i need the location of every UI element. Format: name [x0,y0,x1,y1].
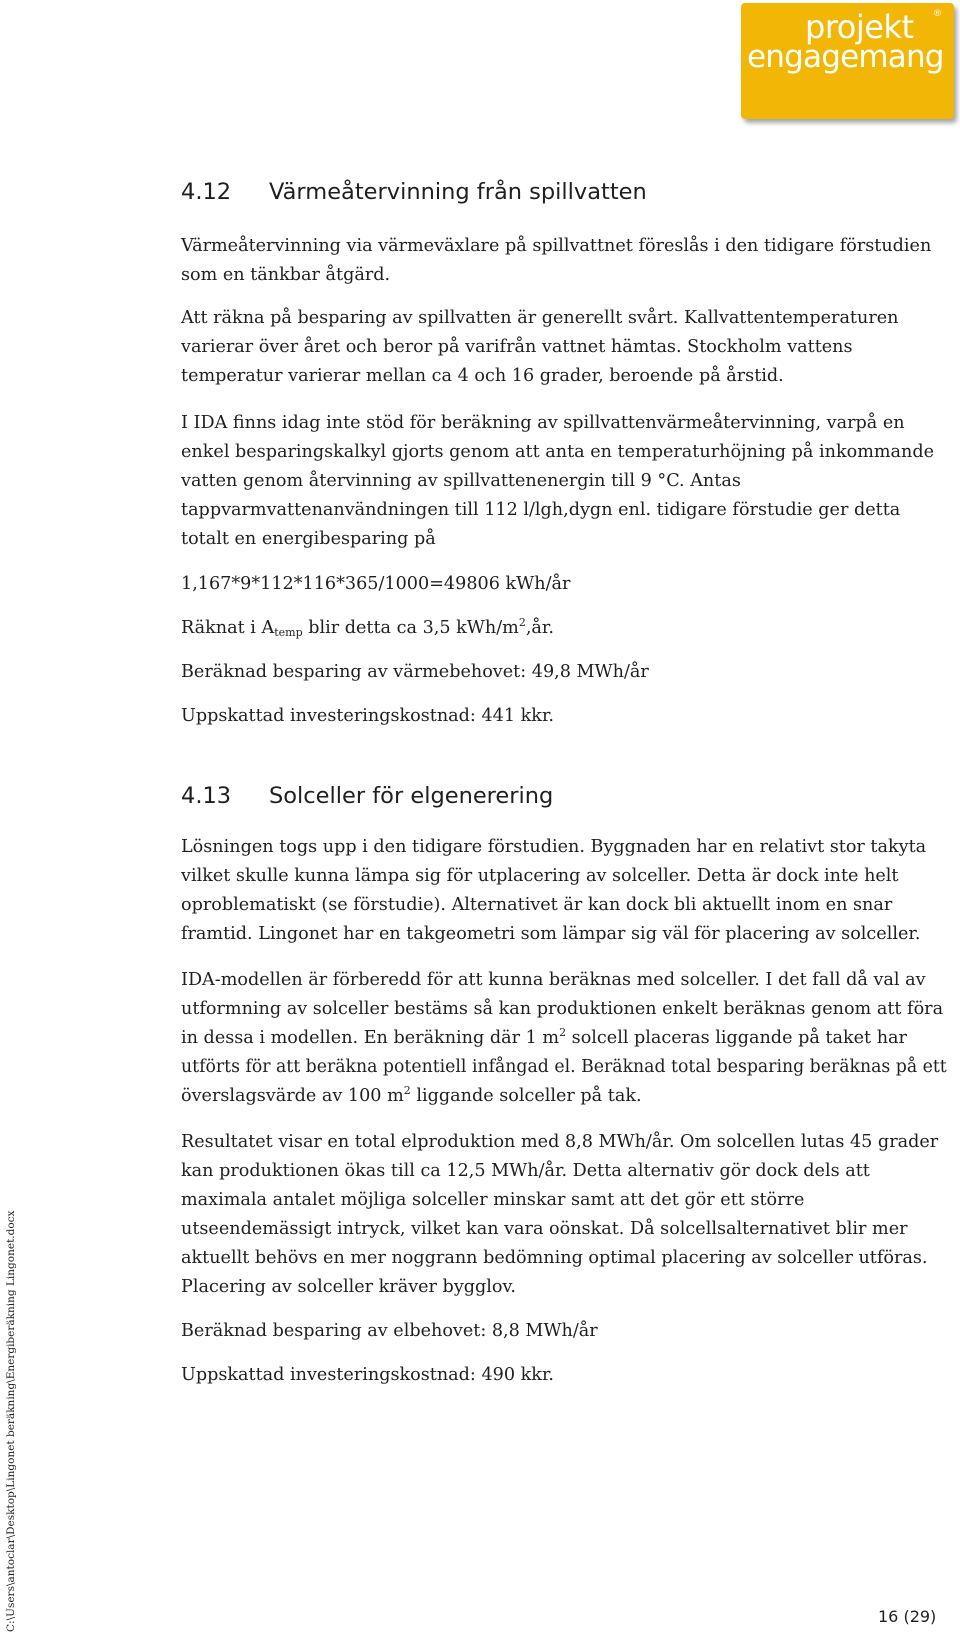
paragraph-line: aktuellt behövs en mer noggrann bedömning optimal placering av solceller utföras. [181,1248,928,1268]
paragraph-line: framtid. Lingonet har en takgeometri som lämpar sig väl för placering av solceller. [181,924,921,944]
logo-line-1: projekt [805,8,914,46]
paragraph-line: som en tänkbar åtgärd. [181,265,391,285]
paragraph-line: oproblematiskt (se förstudie). Alternativet är kan dock bli aktuellt inom en snar [181,895,893,915]
saving-line: Beräknad besparing av elbehovet: 8,8 MWh/år [181,1321,598,1341]
cost-line: Uppskattad investeringskostnad: 490 kkr. [181,1365,555,1385]
paragraph-line: Att räkna på besparing av spillvatten är generellt svårt. Kallvattentemperaturen [181,308,899,328]
section-title: Värmeåtervinning från spillvatten [269,179,647,205]
text-run: överslagsvärde av 100 m [181,1086,404,1106]
superscript: 2 [518,616,526,629]
text-run: blir detta ca 3,5 kWh/m [302,618,519,638]
atemp-line [181,614,554,647]
paragraph-line: tappvarmvattenanvändningen till 112 l/lgh,dygn enl. tidigare förstudie ger detta [181,500,901,520]
paragraph-line: utformning av solceller bestäms så kan produktionen enkelt beräknas genom att föra [181,999,944,1019]
text-run: in dessa i modellen. En beräkning där 1 m [181,1028,560,1048]
paragraph-line: totalt en energibesparing på [181,529,436,549]
formula-line: 1,167*9*112*116*365/1000=49806 kWh/år [181,574,571,594]
text-run: ,år. [525,618,554,638]
paragraph-line: utförts för att beräkna potentiell infångad el. Beräknad total besparing beräknas på ett [181,1057,947,1077]
text-run: Räknat i A [181,618,275,638]
page-number: 16 (29) [878,1607,937,1626]
paragraph-line: IDA-modellen är förberedd för att kunna beräknas med solceller. I det fall då val av [181,970,926,990]
logo-line-2: engagemang [747,39,944,75]
superscript: 2 [559,1026,567,1039]
paragraph-line [181,1024,907,1053]
paragraph-line: Placering av solceller kräver bygglov. [181,1277,516,1297]
text-run: solcell placeras liggande på taket har [566,1028,907,1048]
subscript: temp [274,626,303,639]
paragraph-line: enkel besparingskalkyl gjorts genom att anta en temperaturhöjning på inkommande [181,442,935,462]
section-number: 4.12 [181,179,232,205]
paragraph-line: Resultatet visar en total elproduktion med 8,8 MWh/år. Om solcellen lutas 45 grader [181,1132,939,1152]
paragraph-line: utseendemässigt intryck, vilket kan vara oönskat. Då solcellsalternativet blir mer [181,1219,908,1239]
paragraph-line: kan produktionen ökas till ca 12,5 MWh/år. Detta alternativ gör dock dels att [181,1161,870,1181]
saving-line: Beräknad besparing av värmebehovet: 49,8 MWh/år [181,662,649,682]
paragraph-line: vatten genom återvinning av spillvattenenergin till 9 °C. Antas [181,471,741,491]
text-run: liggande solceller på tak. [410,1086,642,1106]
section-number: 4.13 [181,783,232,809]
section-heading-4-13 [181,781,553,811]
paragraph-line: maximala antalet möjliga solceller minskar samt att det gör ett större [181,1190,805,1210]
paragraph-line [181,1082,642,1111]
section-title: Solceller för elgenerering [269,783,554,809]
company-logo [741,3,954,119]
logo-registered-mark: ® [933,9,942,19]
paragraph-line: Lösningen togs upp i den tidigare förstudien. Byggnaden har en relativt stor takyta [181,837,927,857]
paragraph-line: vilket skulle kunna lämpa sig för utplacering av solceller. Detta är dock inte helt [181,866,899,886]
paragraph-line: I IDA finns idag inte stöd för beräkning av spillvattenvärmeåtervinning, varpå en [181,413,905,433]
superscript: 2 [403,1084,411,1097]
paragraph-line: temperatur varierar mellan ca 4 och 16 grader, beroende på årstid. [181,366,784,386]
section-heading-4-12 [181,177,647,207]
paragraph-line: Värmeåtervinning via värmeväxlare på spillvattnet föreslås i den tidigare förstudien [181,236,932,256]
cost-line: Uppskattad investeringskostnad: 441 kkr. [181,706,555,726]
file-path-footer: C:\Users\antoclar\Desktop\Lingonet beräkning\Energiberäkning Lingonet.docx [5,1210,17,1632]
paragraph-line: varierar över året och beror på varifrån vattnet hämtas. Stockholm vattens [181,337,853,357]
